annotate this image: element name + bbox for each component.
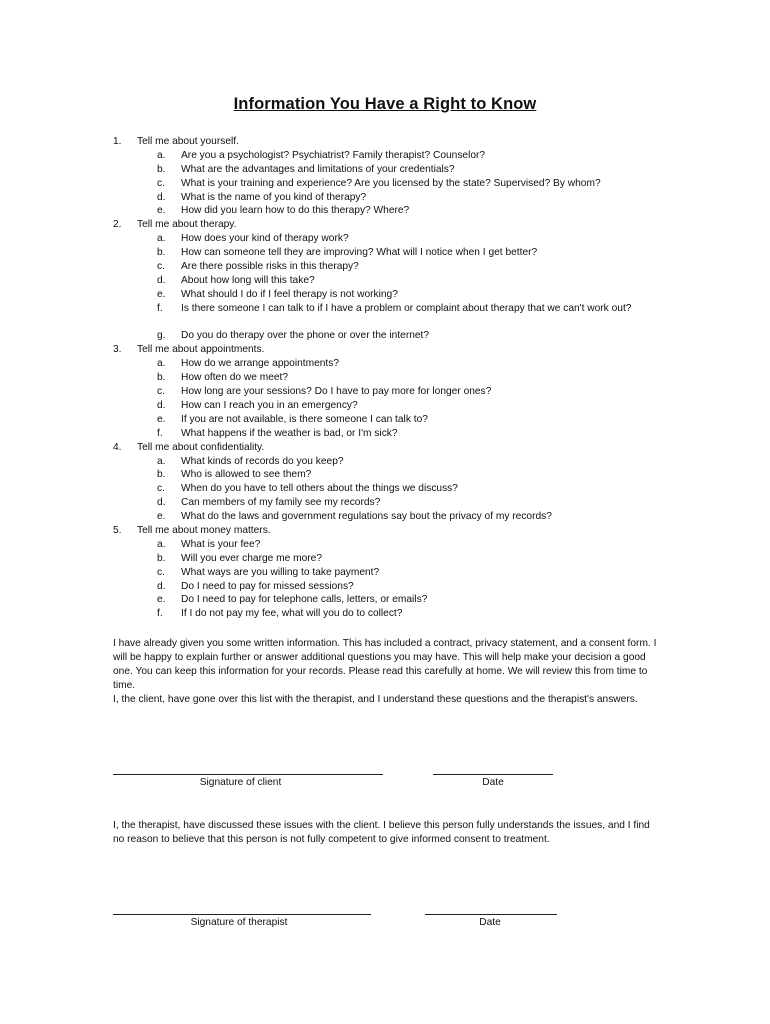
section-title: Tell me about yourself. bbox=[137, 136, 239, 147]
list-item bbox=[113, 468, 673, 482]
item-text: Are there possible risks in this therapy? bbox=[181, 261, 359, 273]
item-text: Are you a psychologist? Psychiatrist? Family therapist? Counselor? bbox=[181, 149, 486, 161]
item-text: What is your training and experience? Are you licensed by the state? Supervised? By whom? bbox=[181, 177, 601, 189]
list-item bbox=[113, 385, 673, 399]
item-letter: e. bbox=[157, 288, 166, 300]
list-item bbox=[113, 482, 673, 496]
section-title: Tell me about therapy. bbox=[137, 219, 237, 231]
list-item bbox=[113, 149, 673, 163]
section-heading bbox=[113, 135, 673, 149]
list-item bbox=[113, 232, 673, 246]
item-text: What should I do if I feel therapy is not working? bbox=[181, 288, 398, 300]
item-letter: e. bbox=[157, 413, 166, 425]
item-text: What is the name of you kind of therapy? bbox=[181, 191, 367, 203]
item-letter: f. bbox=[157, 427, 163, 439]
item-letter: c. bbox=[157, 483, 165, 495]
section-number: 1. bbox=[113, 136, 122, 147]
document-title: Information You Have a Right to Know bbox=[233, 95, 537, 113]
item-text: Who is allowed to see them? bbox=[181, 469, 312, 481]
item-letter: b. bbox=[157, 372, 166, 384]
list-item bbox=[113, 204, 673, 218]
client-signature-label: Signature of client bbox=[199, 777, 282, 788]
item-text: What kinds of records do you keep? bbox=[181, 455, 344, 467]
item-letter: c. bbox=[157, 261, 165, 273]
therapist-statement: I, the therapist, have discussed these issues with the client. I believe this person fully understands the issues, and I find no reason to believe that this person is not fully competent to give informed consent to treatment. bbox=[113, 820, 650, 845]
item-text: What is your fee? bbox=[181, 538, 261, 550]
list-item bbox=[113, 191, 673, 205]
client-acknowledgement: I, the client, have gone over this list with the therapist, and I understand these questions and the therapist's answers. bbox=[113, 694, 638, 705]
list-item bbox=[113, 607, 673, 621]
section-heading bbox=[113, 343, 673, 357]
client-signature-line[interactable] bbox=[113, 774, 383, 775]
item-text: How can I reach you in an emergency? bbox=[181, 399, 358, 411]
item-text: How do we arrange appointments? bbox=[181, 358, 340, 370]
therapist-date-label: Date bbox=[479, 917, 501, 928]
list-item bbox=[113, 177, 673, 191]
question-list bbox=[113, 135, 673, 621]
section-title: Tell me about appointments. bbox=[137, 344, 265, 356]
list-item bbox=[113, 399, 673, 413]
section-number: 4. bbox=[113, 441, 122, 453]
item-letter: c. bbox=[157, 566, 165, 578]
section-title: Tell me about confidentiality. bbox=[137, 441, 265, 453]
list-item bbox=[113, 274, 673, 288]
list-item bbox=[113, 510, 673, 524]
item-letter: d. bbox=[157, 497, 166, 509]
list-item bbox=[113, 455, 673, 469]
item-letter: e. bbox=[157, 511, 166, 523]
list-item bbox=[113, 593, 673, 607]
item-text: How did you learn how to do this therapy? Where? bbox=[181, 205, 410, 217]
client-date-line[interactable] bbox=[433, 774, 553, 775]
item-text: What happens if the weather is bad, or I'm sick? bbox=[181, 427, 398, 439]
item-text: How often do we meet? bbox=[181, 372, 289, 384]
item-letter: a. bbox=[157, 149, 166, 161]
item-text: How does your kind of therapy work? bbox=[181, 233, 349, 245]
item-text: About how long will this take? bbox=[181, 274, 315, 286]
item-text: Do I need to pay for missed sessions? bbox=[181, 580, 354, 592]
item-text: Will you ever charge me more? bbox=[181, 552, 322, 564]
item-letter: d. bbox=[157, 399, 166, 411]
item-text: What are the advantages and limitations of your credentials? bbox=[181, 163, 455, 175]
list-item bbox=[113, 163, 673, 177]
item-text: If you are not available, is there someone I can talk to? bbox=[181, 413, 428, 425]
list-item bbox=[113, 413, 673, 427]
list-item bbox=[113, 302, 673, 330]
item-letter: b. bbox=[157, 552, 166, 564]
item-letter: a. bbox=[157, 358, 166, 370]
item-text: What ways are you willing to take payment? bbox=[181, 566, 380, 578]
item-letter: f. bbox=[157, 608, 163, 620]
item-letter: b. bbox=[157, 163, 166, 175]
list-item bbox=[113, 427, 673, 441]
list-item bbox=[113, 566, 673, 580]
item-letter: a. bbox=[157, 538, 166, 550]
item-letter: g. bbox=[157, 330, 166, 342]
therapist-signature-line[interactable] bbox=[113, 914, 371, 915]
section-number: 3. bbox=[113, 344, 122, 356]
list-item bbox=[113, 246, 673, 260]
section-heading bbox=[113, 524, 673, 538]
item-text: How can someone tell they are improving? What will I notice when I get better? bbox=[181, 247, 538, 259]
item-letter: b. bbox=[157, 247, 166, 259]
list-item bbox=[113, 496, 673, 510]
list-item bbox=[113, 538, 673, 552]
item-text: Is there someone I can talk to if I have a problem or complaint about therapy that we can't work out? bbox=[181, 302, 632, 314]
item-letter: e. bbox=[157, 205, 166, 217]
item-text: How long are your sessions? Do I have to pay more for longer ones? bbox=[181, 386, 492, 398]
item-letter: b. bbox=[157, 469, 166, 481]
item-letter: d. bbox=[157, 580, 166, 592]
item-letter: a. bbox=[157, 455, 166, 467]
list-item bbox=[113, 552, 673, 566]
item-letter: d. bbox=[157, 191, 166, 203]
list-item bbox=[113, 329, 673, 343]
list-item bbox=[113, 260, 673, 274]
therapist-date-line[interactable] bbox=[425, 914, 557, 915]
item-letter: d. bbox=[157, 274, 166, 286]
section-number: 5. bbox=[113, 524, 122, 536]
item-text: When do you have to tell others about the things we discuss? bbox=[181, 483, 458, 495]
section-title: Tell me about money matters. bbox=[137, 524, 271, 536]
section-heading bbox=[113, 218, 673, 232]
item-text: If I do not pay my fee, what will you do to collect? bbox=[181, 608, 403, 620]
item-text: Do I need to pay for telephone calls, letters, or emails? bbox=[181, 594, 428, 606]
section-number: 2. bbox=[113, 219, 122, 231]
client-date-label: Date bbox=[482, 777, 504, 788]
item-letter: f. bbox=[157, 302, 163, 314]
item-letter: e. bbox=[157, 594, 166, 606]
item-letter: a. bbox=[157, 233, 166, 245]
info-paragraph: I have already given you some written information. This has included a contract, privacy statement, and a consent form. I will be happy to explain further or answer additional questions you may have. This will help make your decision a good one. You can keep this information for your records. Please read this carefully at home. We will review this from time to time. bbox=[113, 638, 657, 691]
item-text: Do you do therapy over the phone or over the internet? bbox=[181, 330, 430, 342]
list-item bbox=[113, 580, 673, 594]
item-letter: c. bbox=[157, 386, 165, 398]
therapist-signature-label: Signature of therapist bbox=[190, 917, 288, 928]
item-text: Can members of my family see my records? bbox=[181, 497, 381, 509]
item-text: What do the laws and government regulations say bout the privacy of my records? bbox=[181, 511, 552, 523]
list-item bbox=[113, 371, 673, 385]
section-heading bbox=[113, 441, 673, 455]
list-item bbox=[113, 357, 673, 371]
item-letter: c. bbox=[157, 177, 165, 189]
list-item bbox=[113, 288, 673, 302]
